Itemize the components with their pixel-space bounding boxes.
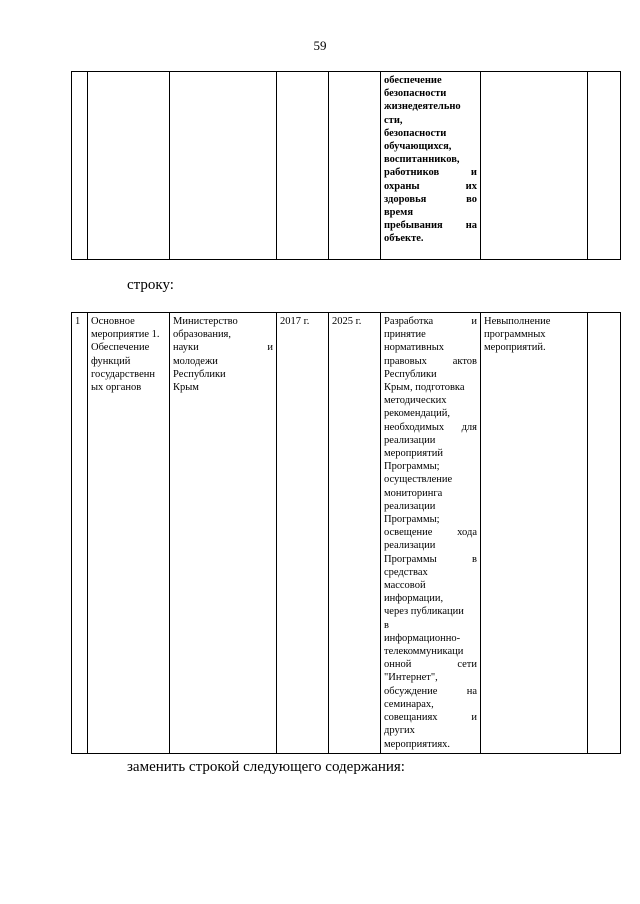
text-line: нормативных	[384, 342, 445, 354]
text-line: функций	[91, 355, 131, 367]
text-line: информационно-	[384, 632, 461, 644]
text-line: средствах	[384, 566, 428, 578]
text-line: образования,	[173, 329, 232, 341]
text-line: ых органов	[91, 382, 142, 394]
text-line: науки и	[173, 342, 273, 354]
page-number: 59	[313, 38, 327, 53]
executor-cell	[170, 313, 277, 754]
text-line: Основное	[91, 316, 135, 327]
text-line: Крым, подготовка	[384, 382, 465, 394]
text-line: "Интернет",	[384, 672, 438, 684]
text-line: Крым	[173, 382, 199, 394]
text-line: программных	[484, 329, 546, 341]
text-line: обеспечение	[384, 75, 442, 86]
text-line: здоровья во	[384, 193, 477, 205]
continued-table	[71, 71, 621, 260]
text-line: безопасности	[384, 127, 447, 139]
consequence-cell	[481, 72, 588, 260]
text-line: мониторинга	[384, 487, 443, 499]
text-line: мероприятие 1.	[91, 329, 160, 341]
text-line: обучающихся,	[384, 141, 452, 153]
text-line: информации,	[384, 593, 444, 605]
text-line: воспитанников,	[384, 154, 460, 166]
paragraph-text: заменить строкой следующего содержания:	[127, 759, 405, 775]
start-year-cell: 2017 г.	[277, 313, 329, 754]
text-line: правовых актов	[384, 355, 477, 367]
description-cell	[381, 72, 481, 260]
text-line: Министерство	[173, 316, 238, 327]
measure-cell	[88, 72, 170, 260]
text-line: мероприятий.	[484, 342, 546, 354]
number-cell	[72, 72, 88, 260]
text-line: в	[384, 619, 389, 631]
number-cell: 1	[72, 313, 88, 754]
text-line: Программы;	[384, 461, 440, 473]
text-line: Разработка и	[384, 316, 477, 327]
last-cell	[588, 313, 621, 754]
text-line: реализации	[384, 500, 436, 512]
text-line: пребывания на	[384, 220, 477, 232]
text-line: время	[384, 207, 414, 219]
measure-cell	[88, 313, 170, 754]
description-text	[384, 315, 477, 751]
text-line: необходимых для	[384, 421, 477, 433]
executor-text	[173, 315, 273, 394]
text-line: телекоммуникаци	[384, 646, 464, 658]
start-year-cell	[277, 72, 329, 260]
text-line: Республики	[173, 368, 226, 380]
text-line: освещение хода	[384, 527, 477, 539]
description-text	[384, 74, 477, 246]
text-line: Невыполнение	[484, 316, 551, 327]
text-line: осуществление	[384, 474, 453, 486]
text-line: мероприятий	[384, 448, 443, 460]
text-line: мероприятиях.	[384, 738, 451, 750]
text-line: онной сети	[384, 659, 477, 671]
text-line: семинарах,	[384, 698, 434, 710]
text-line: Программы;	[384, 514, 440, 526]
text-line: объекте.	[384, 233, 424, 245]
main-table	[71, 312, 621, 754]
executor-cell	[170, 72, 277, 260]
end-year-cell	[329, 72, 381, 260]
text-line: жизнедеятельно	[384, 101, 461, 113]
text-line: других	[384, 725, 415, 737]
text-line: принятие	[384, 329, 426, 341]
text-line: Обеспечение	[91, 342, 150, 354]
text-line: реализации	[384, 540, 436, 552]
text-line: методических	[384, 395, 447, 407]
text-line: обсуждение на	[384, 685, 477, 697]
text-line: работников и	[384, 167, 477, 179]
text-line: Программы в	[384, 553, 477, 565]
table-row	[72, 313, 621, 754]
paragraph-text: строку:	[127, 277, 174, 293]
text-line: сти,	[384, 114, 403, 126]
text-line: Республики	[384, 368, 437, 380]
measure-text	[91, 315, 166, 394]
text-line: массовой	[384, 580, 426, 592]
text-line: молодежи	[173, 355, 218, 367]
text-line: рекомендаций,	[384, 408, 450, 420]
text-line: безопасности	[384, 88, 447, 100]
text-line: через публикации	[384, 606, 464, 618]
description-cell	[381, 313, 481, 754]
text-line: государственн	[91, 368, 155, 380]
end-year-cell: 2025 г.	[329, 313, 381, 754]
consequence-cell	[481, 313, 588, 754]
table-row	[72, 72, 621, 260]
text-line: совещаниях и	[384, 712, 477, 724]
text-line: охраны их	[384, 180, 477, 192]
consequence-text	[484, 315, 584, 355]
last-cell	[588, 72, 621, 260]
text-line: реализации	[384, 434, 436, 446]
